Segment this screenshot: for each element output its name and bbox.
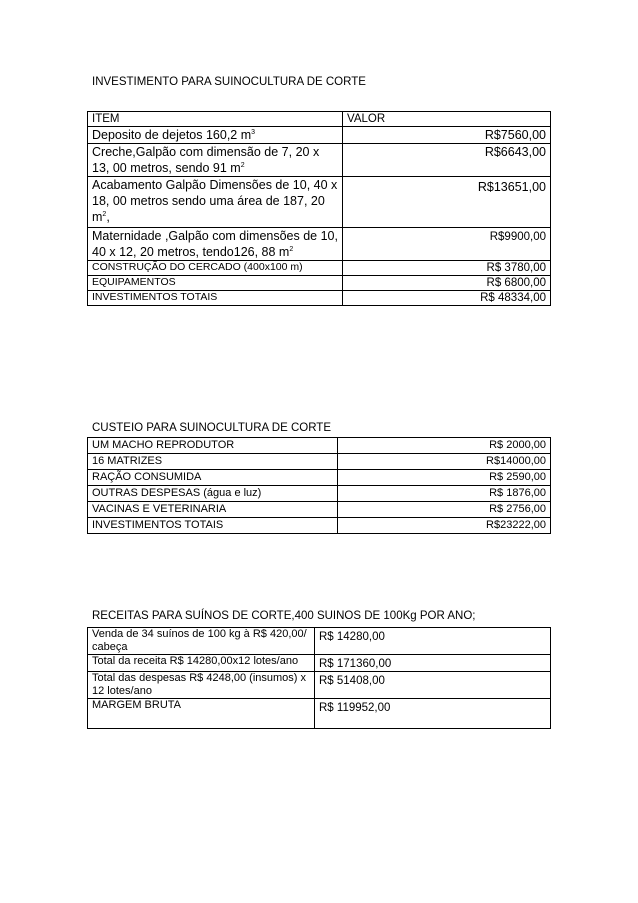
table-header-row <box>88 112 551 127</box>
table-row <box>88 276 551 291</box>
table-row <box>88 291 551 306</box>
item-cell: MARGEM BRUTA <box>88 699 315 729</box>
valor-cell: R$ 119952,00 <box>315 699 551 729</box>
table-row <box>88 470 551 486</box>
table-row <box>88 655 551 672</box>
table-row <box>88 672 551 699</box>
receitas-title: RECEITAS PARA SUÍNOS DE CORTE,400 SUINOS DE 100Kg POR ANO; <box>92 610 476 622</box>
item-cell: EQUIPAMENTOS <box>88 276 343 291</box>
table-row <box>88 699 551 729</box>
table-row <box>88 502 551 518</box>
valor-cell: R$23222,00 <box>338 518 551 534</box>
valor-cell: R$9900,00 <box>343 228 551 261</box>
item-cell: Venda de 34 suínos de 100 kg à R$ 420,00/ cabeça <box>88 628 315 655</box>
item-cell: RAÇÃO CONSUMIDA <box>88 470 338 486</box>
custeio-table <box>87 437 551 534</box>
valor-cell: R$13651,00 <box>343 177 551 228</box>
item-cell: INVESTIMENTOS TOTAIS <box>88 291 343 306</box>
item-cell: Creche,Galpão com dimensão de 7, 20 x 13, 00 metros, sendo 91 $m^2$ <box>88 144 343 177</box>
item-cell: INVESTIMENTOS TOTAIS <box>88 518 338 534</box>
table-row <box>88 261 551 276</box>
valor-cell: R$ 1876,00 <box>338 486 551 502</box>
table-row <box>88 228 551 261</box>
valor-cell: R$6643,00 <box>343 144 551 177</box>
item-cell: UM MACHO REPRODUTOR <box>88 438 338 454</box>
custeio-title: CUSTEIO PARA SUINOCULTURA DE CORTE <box>92 422 331 434</box>
item-cell: Total das despesas R$ 4248,00 (insumos) x 12 lotes/ano <box>88 672 315 699</box>
valor-cell: R$ 51408,00 <box>315 672 551 699</box>
table-row <box>88 454 551 470</box>
header-item: ITEM <box>88 112 343 127</box>
valor-cell: R$ 6800,00 <box>343 276 551 291</box>
item-cell: Maternidade ,Galpão com dimensões de 10, 40 x 12, 20 metros, tendo126, 88 $m^2$ <box>88 228 343 261</box>
table-row <box>88 127 551 144</box>
item-cell: Deposito de dejetos 160,2 $m^3$ <box>88 127 343 144</box>
table-row <box>88 144 551 177</box>
valor-cell: R$14000,00 <box>338 454 551 470</box>
table-row <box>88 628 551 655</box>
receitas-table <box>87 627 551 729</box>
valor-cell: R$ 2590,00 <box>338 470 551 486</box>
item-cell: CONSTRUÇÃO DO CERCADO (400x100 m) <box>88 261 343 276</box>
header-valor: VALOR <box>343 112 551 127</box>
item-cell: Acabamento Galpão Dimensões de 10, 40 x 18, 00 metros sendo uma área de 187, 20 $m^2$, <box>88 177 343 228</box>
valor-cell: R$7560,00 <box>343 127 551 144</box>
valor-cell: R$ 2000,00 <box>338 438 551 454</box>
valor-cell: R$ 48334,00 <box>343 291 551 306</box>
valor-cell: R$ 171360,00 <box>315 655 551 672</box>
table-row <box>88 486 551 502</box>
item-cell: VACINAS E VETERINARIA <box>88 502 338 518</box>
item-cell: 16 MATRIZES <box>88 454 338 470</box>
table-row <box>88 177 551 228</box>
investimento-table <box>87 111 551 306</box>
table-row <box>88 518 551 534</box>
table-row <box>88 438 551 454</box>
item-cell: Total da receita R$ 14280,00x12 lotes/ano <box>88 655 315 672</box>
investimento-title: INVESTIMENTO PARA SUINOCULTURA DE CORTE <box>92 76 366 88</box>
item-cell: OUTRAS DESPESAS (água e luz) <box>88 486 338 502</box>
valor-cell: R$ 2756,00 <box>338 502 551 518</box>
valor-cell: R$ 14280,00 <box>315 628 551 655</box>
valor-cell: R$ 3780,00 <box>343 261 551 276</box>
